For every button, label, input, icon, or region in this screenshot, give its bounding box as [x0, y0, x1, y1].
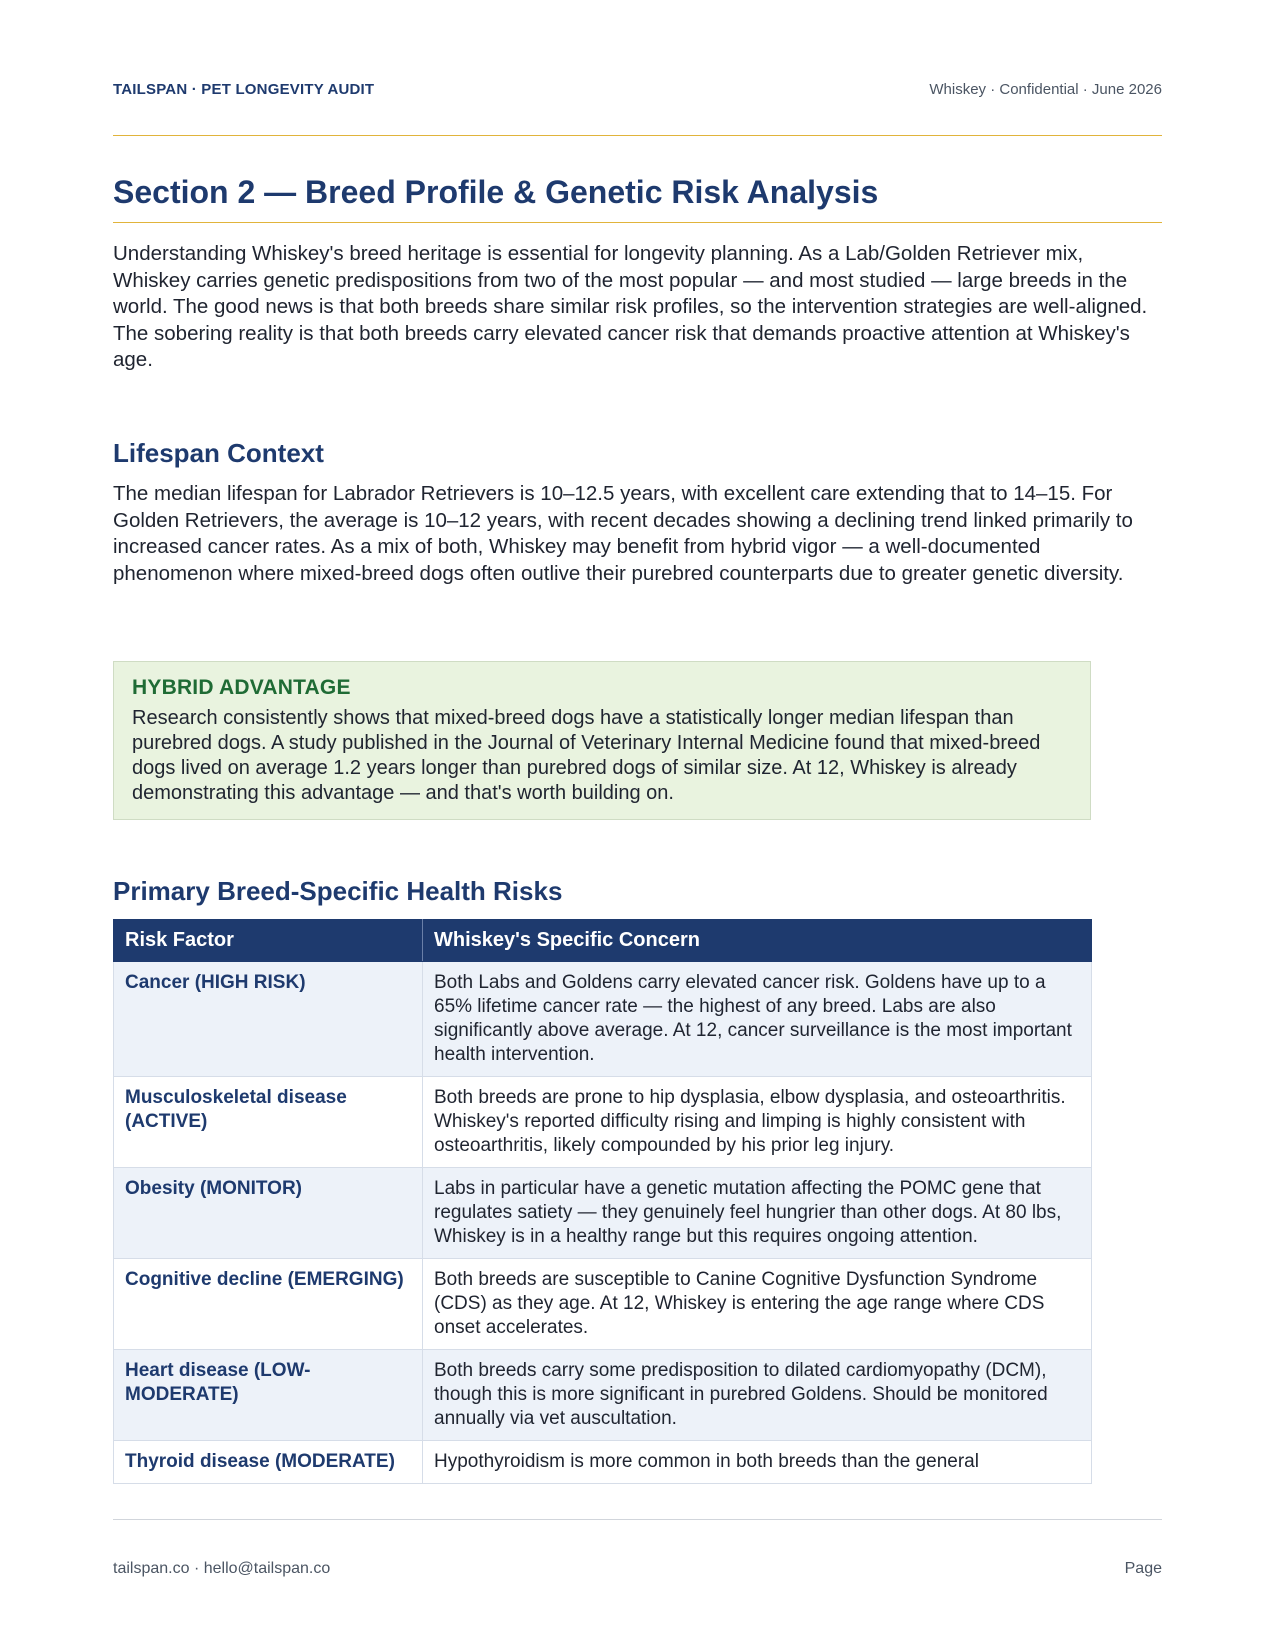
lifespan-paragraph: The median lifespan for Labrador Retrievers is 10–12.5 years, with excellent care extending that to 14–15. For Golden Retrievers, the average is 10–12 years, with recent decades showing a declining trend linked primarily to increased cancer rates. As a mix of both, Whiskey may benefit from hybrid vigor — a well-documented phenomenon where mixed-breed dogs often outlive their purebred counterparts due to greater genetic diversity. — [113, 482, 1133, 585]
footer-contact: tailspan.co · hello@tailspan.co — [113, 1560, 331, 1577]
risk-factor-cell: Musculoskeletal disease (ACTIVE) — [114, 1077, 423, 1168]
intro-paragraph: Understanding Whiskey's breed heritage is essential for longevity planning. As a Lab/Golden Retriever mix, Whiskey carries genetic predispositions from two of the most popular — and most studied — large breeds in the world. The good news is that both breeds share similar risk profiles, so the intervention strategies are well-aligned. The sobering reality is that both breeds carry elevated cancer risk that demands proactive attention at Whiskey's age. — [113, 242, 1148, 371]
callout-body: Research consistently shows that mixed-breed dogs have a statistically longer median lifespan than purebred dogs. A study published in the Journal of Veterinary Internal Medicine found that mixed-breed dogs lived on average 1.2 years longer than purebred dogs of similar size. At 12, Whiskey is already demonstrating this advantage — and that's worth building on. — [132, 707, 1041, 804]
document-meta: Whiskey · Confidential · June 2026 — [929, 80, 1162, 98]
title-divider — [113, 222, 1162, 223]
hybrid-advantage-callout — [113, 661, 1091, 820]
table-row — [114, 1441, 1092, 1484]
column-header-concern: Whiskey's Specific Concern — [423, 920, 1092, 962]
table-row — [114, 962, 1092, 1077]
risk-factor-cell: Obesity (MONITOR) — [114, 1168, 423, 1259]
table-row — [114, 1259, 1092, 1350]
brand-label: TAILSPAN · PET LONGEVITY AUDIT — [113, 80, 375, 98]
risk-factor-cell: Heart disease (LOW-MODERATE) — [114, 1350, 423, 1441]
column-header-risk-factor: Risk Factor — [114, 920, 423, 962]
concern-cell: Hypothyroidism is more common in both breeds than the general — [423, 1441, 1092, 1484]
table-row — [114, 1168, 1092, 1259]
risk-factor-cell: Thyroid disease (MODERATE) — [114, 1441, 423, 1484]
risk-table — [113, 919, 1092, 1484]
table-row — [114, 1077, 1092, 1168]
page-header — [113, 78, 1162, 100]
table-row — [114, 1350, 1092, 1441]
page-footer — [113, 1560, 1162, 1578]
concern-cell: Both breeds are susceptible to Canine Cognitive Dysfunction Syndrome (CDS) as they age. At 12, Whiskey is entering the age range where CDS onset accelerates. — [423, 1259, 1092, 1350]
concern-cell: Labs in particular have a genetic mutation affecting the POMC gene that regulates satiety — they genuinely feel hungrier than other dogs. At 80 lbs, Whiskey is in a healthy range but this requires ongoing attention. — [423, 1168, 1092, 1259]
concern-cell: Both breeds are prone to hip dysplasia, elbow dysplasia, and osteoarthritis. Whiskey's reported difficulty rising and limping is highly consistent with osteoarthritis, likely compounded by his prior leg injury. — [423, 1077, 1092, 1168]
callout-title: HYBRID ADVANTAGE — [132, 676, 351, 699]
concern-cell: Both breeds carry some predisposition to dilated cardiomyopathy (DCM), though this is more significant in purebred Goldens. Should be monitored annually via vet auscultation. — [423, 1350, 1092, 1441]
lifespan-heading: Lifespan Context — [113, 438, 324, 468]
risk-factor-cell: Cognitive decline (EMERGING) — [114, 1259, 423, 1350]
concern-cell: Both Labs and Goldens carry elevated cancer risk. Goldens have up to a 65% lifetime cancer rate — the highest of any breed. Labs are also significantly above average. At 12, cancer surveillance is the most important health intervention. — [423, 962, 1092, 1077]
header-divider — [113, 135, 1162, 136]
footer-divider — [113, 1519, 1162, 1520]
table-header-row — [114, 920, 1092, 962]
footer-page-label: Page — [1124, 1560, 1162, 1577]
risk-factor-cell: Cancer (HIGH RISK) — [114, 962, 423, 1077]
risks-heading: Primary Breed-Specific Health Risks — [113, 876, 563, 906]
section-title: Section 2 — Breed Profile & Genetic Risk Analysis — [113, 174, 879, 210]
